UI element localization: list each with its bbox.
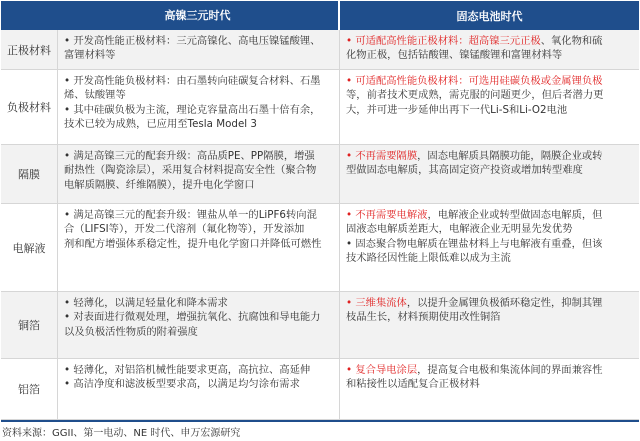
table-row	[1, 30, 639, 70]
body-text: ，提高复合电极和集流体间的界面兼容性	[417, 364, 603, 376]
mid-cell-line: • 轻薄化，以满足轻量化和降本需求	[64, 297, 228, 309]
mid-cell	[57, 292, 340, 358]
right-cell-line	[346, 88, 633, 102]
mid-cell	[57, 359, 340, 419]
highlight-text: •	[346, 297, 356, 309]
mid-cell	[57, 204, 340, 291]
highlight-text: 三维集流体	[355, 297, 407, 309]
body-text: • 固态聚合物电解质在锂盐材料上与电解液有重叠，但该	[346, 237, 603, 250]
mid-cell-line: • 对表面进行微观处理，增强抗氧化、抗腐蚀和导电能力	[64, 311, 321, 324]
mid-cell-line: • 轻薄化，对铝箔机械性能要求更高，高抗拉、高延伸	[64, 364, 311, 376]
row-category: 铜箔	[18, 319, 40, 332]
mid-cell-line: 耐热性（陶瓷涂层），采用复合材料提高安全性（聚合物	[64, 164, 317, 177]
right-cell-line	[346, 48, 633, 62]
highlight-text: •	[346, 364, 356, 376]
right-cell	[340, 145, 639, 203]
right-cell-line	[346, 163, 633, 177]
right-cell-line	[346, 296, 633, 310]
body-text: ，以提升金属锂负极循环稳定性，抑制其锂	[406, 297, 603, 309]
highlight-text: 复合导电涂层	[355, 364, 418, 376]
right-cell	[340, 70, 639, 144]
highlight-text: •	[346, 35, 356, 47]
highlight-text: 可适配高性能负极材料：可选用硅碳负极或金属锂负极	[355, 75, 603, 87]
right-cell-line	[346, 251, 633, 265]
mid-cell-line: • 开发高性能负极材料：由石墨转向硅碳复合材料、石墨	[64, 75, 321, 87]
bottom-divider	[1, 420, 639, 422]
header-right-title: 固态电池时代	[456, 9, 523, 23]
row-category: 正极材料	[7, 43, 51, 57]
body-text: 大，并可进一步延伸出再下一代Li-S和Li-O2电池	[346, 103, 568, 116]
highlight-text: •	[346, 209, 356, 221]
comparison-table	[1, 1, 639, 420]
mid-cell-line: 合（LIFSI等），开发二代溶剂（氟化物等），开发添加	[64, 223, 305, 236]
body-text: 技术路径因性能上限低难以成为主流	[346, 252, 511, 265]
table-row	[1, 359, 639, 420]
table-row	[1, 292, 639, 359]
right-cell-line	[346, 34, 633, 48]
mid-cell-line: • 满足高镍三元的配套升级：锂盐从单一的LiPF6转向混	[64, 209, 317, 221]
mid-cell-line: 烯、钛酸锂等	[64, 89, 126, 102]
highlight-text: •	[346, 75, 356, 87]
table-row	[1, 204, 639, 292]
right-cell	[340, 204, 639, 291]
row-category: 负极材料	[7, 101, 51, 114]
mid-cell	[57, 30, 340, 69]
body-text: 、氧化物和硫	[540, 35, 603, 47]
body-text: 化物正极，包括钴酸锂、镍锰酸锂和富锂材料等	[346, 49, 563, 62]
right-cell	[340, 359, 639, 419]
right-cell-line	[346, 103, 633, 117]
highlight-text: 不再需要电解液	[355, 209, 428, 221]
mid-cell-line: 剂和配方增强体系稳定性，提升电化学窗口并降低可燃性	[64, 237, 322, 250]
mid-cell-line: 技术已较为成熟，已应用至Tesla Model 3	[64, 118, 257, 131]
body-text: 和粘接性以适配复合正极材料	[346, 378, 480, 391]
highlight-text: 可适配高性能正极材料：超高镍三元正极	[355, 35, 541, 47]
right-cell-line	[346, 208, 633, 222]
row-category: 隔膜	[18, 168, 40, 181]
mid-cell	[57, 70, 340, 144]
mid-cell-line: 富锂材料等	[64, 49, 116, 62]
right-cell-line	[346, 377, 633, 391]
right-cell	[340, 30, 639, 69]
right-cell-line	[346, 222, 633, 236]
body-text: 枝晶生长，材料预期使用改性铜箔	[346, 311, 501, 324]
body-text: ，固态电解质具隔膜功能，隔膜企业或转	[417, 150, 603, 162]
mid-cell-line: • 其中硅碳负极为主流，理论克容量高出石墨十倍有余，	[64, 103, 321, 116]
highlight-text: •	[346, 150, 356, 162]
right-cell	[340, 292, 639, 358]
table-row	[1, 70, 639, 145]
table-row	[1, 145, 639, 204]
body-text: 固液态电解质差距大，电解液企业无明显先发优势	[346, 223, 573, 236]
row-category: 电解液	[12, 241, 46, 255]
right-cell-line	[346, 237, 633, 251]
right-cell-line	[346, 363, 633, 377]
mid-cell-line: 电解质隔膜、纤维隔膜），提升电化学窗口	[64, 178, 255, 191]
source-note: 资料来源：GGII、第一电动、NE 时代、申万宏源研究	[2, 428, 241, 439]
body-text: 型做固态电解质，其高固定资产投资或增加转型难度	[346, 164, 583, 177]
mid-cell-line: • 满足高镍三元的配套升级：高品质PE、PP隔膜，增强	[64, 150, 315, 162]
right-cell-line	[346, 310, 633, 324]
row-category: 铝箔	[18, 383, 40, 396]
mid-cell-line: • 开发高性能正极材料：三元高镍化、高电压镍锰酸锂、	[64, 35, 321, 47]
table-header	[1, 1, 639, 30]
highlight-text: 不再需要隔膜	[355, 150, 418, 162]
body-text: ，电解液企业或转型做固态电解质，但	[427, 209, 603, 221]
right-cell-line	[346, 149, 633, 163]
mid-cell	[57, 145, 340, 203]
body-text: 等，前者技术更成熟，需克服的问题更少，但后者潜力更	[346, 89, 604, 102]
mid-cell-line: • 高洁净度和滤波板型要求高，以满足均匀涂布需求	[64, 378, 300, 391]
mid-cell-line: 以及负极活性物质的附着强度	[64, 325, 198, 338]
header-mid-title: 高镍三元时代	[57, 1, 340, 30]
right-cell-line	[346, 74, 633, 88]
table-body	[1, 30, 639, 420]
